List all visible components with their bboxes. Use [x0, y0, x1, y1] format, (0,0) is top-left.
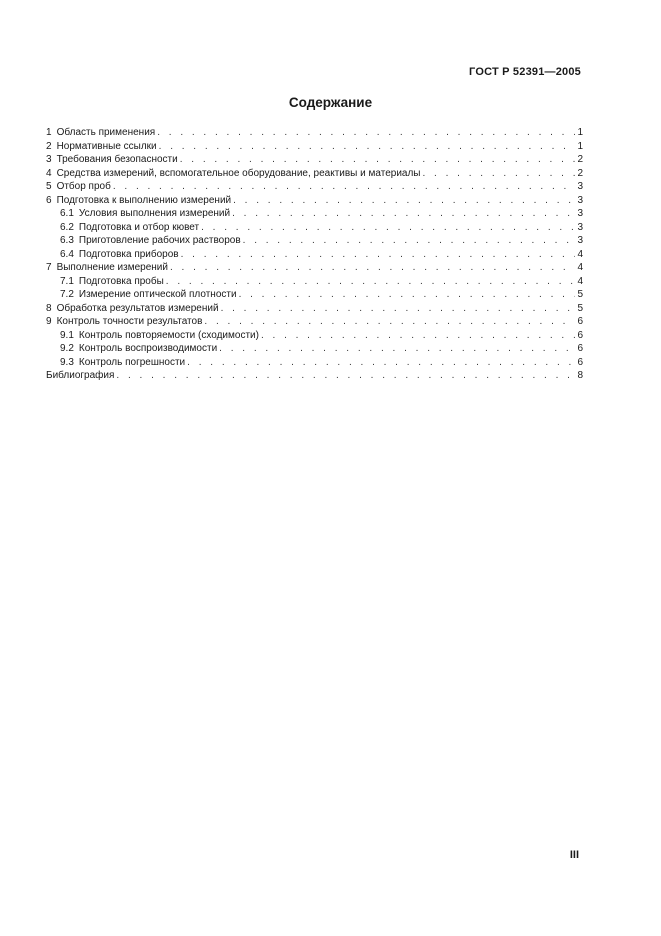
toc-entry-title: Подготовка к выполнению измерений — [56, 194, 232, 206]
toc-entry-title: Подготовка приборов — [78, 248, 179, 260]
toc-entry[interactable] — [46, 207, 583, 221]
toc-entry[interactable] — [46, 248, 583, 262]
dot-leader — [261, 329, 575, 343]
toc-entry[interactable] — [46, 329, 583, 343]
toc-entry-page: 2 — [577, 167, 583, 179]
toc-entry-number: 8 — [46, 302, 52, 314]
toc-entry-page: 2 — [577, 154, 583, 165]
toc-entry-page: 4 — [577, 248, 583, 260]
toc-entry[interactable] — [46, 288, 583, 302]
toc-entry[interactable] — [46, 356, 583, 370]
toc-entry-page: 3 — [577, 181, 583, 192]
toc-entry-number: 7 — [46, 262, 52, 273]
toc-entry-number: 6.2 — [60, 221, 74, 233]
toc-entry-number: 9.2 — [60, 343, 74, 354]
toc-entry-page: 6 — [577, 343, 583, 354]
toc-entry-number: 6.1 — [60, 208, 74, 219]
dot-leader — [201, 221, 575, 235]
toc-entry[interactable] — [46, 126, 583, 140]
toc-entry-title: Библиография — [46, 370, 115, 381]
toc-entry-title: Выполнение измерений — [56, 262, 168, 273]
toc-entry-title: Нормативные ссылки — [56, 140, 157, 152]
toc-entry-page: 1 — [577, 140, 583, 152]
dot-leader — [166, 275, 575, 289]
dot-leader — [243, 234, 575, 248]
dot-leader — [233, 194, 575, 208]
dot-leader — [170, 261, 575, 275]
toc-entry-title: Подготовка пробы — [78, 275, 164, 287]
toc-entry-title: Приготовление рабочих растворов — [78, 235, 241, 246]
toc-entry-title: Контроль воспроизводимости — [78, 343, 218, 354]
toc-entry-title: Отбор проб — [56, 181, 111, 192]
table-of-contents — [46, 126, 583, 383]
toc-entry-page: 1 — [577, 127, 583, 138]
toc-entry-number: 7.2 — [60, 289, 74, 300]
dot-leader — [204, 315, 575, 329]
toc-entry-page: 6 — [577, 329, 583, 341]
toc-entry-number: 9.1 — [60, 329, 74, 341]
dot-leader — [221, 302, 575, 316]
toc-entry-number: 7.1 — [60, 275, 74, 287]
toc-entry-page: 5 — [577, 289, 583, 300]
dot-leader — [232, 207, 575, 221]
dot-leader — [187, 356, 575, 370]
toc-entry-page: 4 — [577, 275, 583, 287]
toc-entry[interactable] — [46, 194, 583, 208]
toc-entry-page: 5 — [577, 302, 583, 314]
toc-entry[interactable] — [46, 180, 583, 194]
toc-entry-page: 3 — [577, 235, 583, 246]
toc-entry-page: 3 — [577, 194, 583, 206]
dot-leader — [239, 288, 575, 302]
toc-entry-title: Требования безопасности — [56, 154, 178, 165]
toc-entry[interactable] — [46, 369, 583, 383]
toc-entry[interactable] — [46, 234, 583, 248]
toc-entry[interactable] — [46, 261, 583, 275]
toc-entry-number: 6.3 — [60, 235, 74, 246]
toc-entry[interactable] — [46, 221, 583, 235]
dot-leader — [157, 126, 575, 140]
toc-entry-number: 9.3 — [60, 356, 74, 368]
dot-leader — [159, 140, 575, 154]
toc-entry-number: 3 — [46, 154, 52, 165]
toc-entry[interactable] — [46, 167, 583, 181]
dot-leader — [116, 369, 575, 383]
toc-entry[interactable] — [46, 302, 583, 316]
dot-leader — [180, 153, 575, 167]
toc-entry-number: 1 — [46, 127, 52, 138]
toc-entry-title: Условия выполнения измерений — [78, 208, 231, 219]
toc-entry-title: Контроль точности результатов — [56, 316, 203, 327]
toc-entry-page: 4 — [577, 262, 583, 273]
toc-entry-number: 6.4 — [60, 248, 74, 260]
page-number: III — [569, 849, 579, 861]
dot-leader — [422, 167, 575, 181]
dot-leader — [113, 180, 575, 194]
toc-entry-number: 2 — [46, 140, 52, 152]
toc-entry[interactable] — [46, 153, 583, 167]
toc-entry-title: Обработка результатов измерений — [56, 302, 219, 314]
toc-entry-title: Область применения — [56, 127, 156, 138]
dot-leader — [181, 248, 575, 262]
toc-entry-page: 3 — [577, 208, 583, 219]
toc-entry-page: 6 — [577, 316, 583, 327]
toc-entry[interactable] — [46, 315, 583, 329]
toc-entry-title: Средства измерений, вспомогательное оборудование, реактивы и материалы — [56, 167, 421, 179]
toc-entry-title: Контроль погрешности — [78, 356, 186, 368]
toc-title: Содержание — [288, 95, 373, 110]
toc-entry[interactable] — [46, 275, 583, 289]
toc-entry-title: Контроль повторяемости (сходимости) — [78, 329, 259, 341]
toc-entry-title: Измерение оптической плотности — [78, 289, 237, 300]
dot-leader — [219, 342, 575, 356]
toc-entry[interactable] — [46, 140, 583, 154]
toc-entry-title: Подготовка и отбор кювет — [78, 221, 200, 233]
toc-entry-number: 9 — [46, 316, 52, 327]
toc-entry-number: 4 — [46, 167, 52, 179]
document-code: ГОСТ Р 52391—2005 — [469, 66, 581, 78]
toc-entry-page: 6 — [577, 356, 583, 368]
toc-entry-number: 6 — [46, 194, 52, 206]
toc-entry[interactable] — [46, 342, 583, 356]
toc-entry-page: 8 — [577, 370, 583, 381]
toc-entry-page: 3 — [577, 221, 583, 233]
toc-entry-number: 5 — [46, 181, 52, 192]
